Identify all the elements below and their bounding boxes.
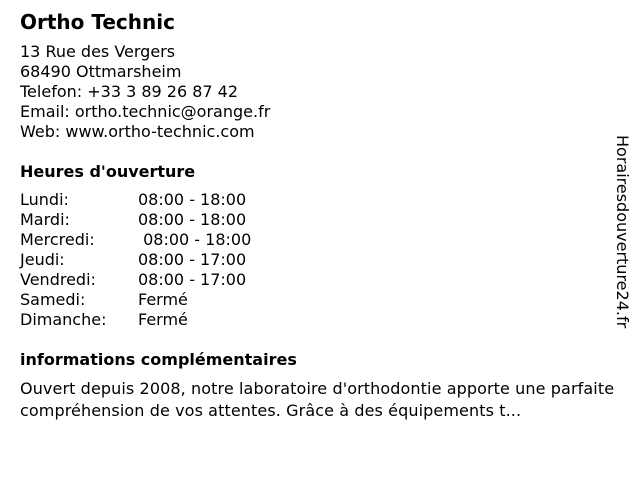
- web-line: Web: www.ortho-technic.com: [20, 122, 255, 141]
- opening-hours-table: [20, 190, 610, 330]
- hours-day: Mardi:: [20, 210, 70, 229]
- hours-row-monday: [20, 190, 610, 210]
- opening-hours-heading: Heures d'ouverture: [20, 162, 196, 181]
- email-line: Email: ortho.technic@orange.fr: [20, 102, 271, 121]
- address-line-2: 68490 Ottmarsheim: [20, 62, 182, 81]
- hours-row-friday: [20, 270, 610, 290]
- hours-day: Mercredi:: [20, 230, 95, 249]
- hours-time: 08:00 - 18:00: [138, 190, 247, 209]
- additional-info-text: Ouvert depuis 2008, notre laboratoire d'orthodontie apporte une parfaite compréhension de vos attentes. Grâce à des équipements t...: [20, 379, 615, 420]
- business-name: Ortho Technic: [20, 10, 175, 34]
- address-line-1: 13 Rue des Vergers: [20, 42, 176, 61]
- business-card: [20, 10, 615, 422]
- hours-time: 08:00 - 18:00: [138, 230, 252, 249]
- additional-info-heading: informations complémentaires: [20, 350, 297, 369]
- hours-time: Fermé: [138, 290, 188, 309]
- phone-line: Telefon: +33 3 89 26 87 42: [20, 82, 239, 101]
- hours-time: Fermé: [138, 310, 188, 329]
- hours-day: Lundi:: [20, 190, 69, 209]
- hours-day: Dimanche:: [20, 310, 107, 329]
- hours-day: Vendredi:: [20, 270, 96, 289]
- hours-day: Samedi:: [20, 290, 86, 309]
- hours-row-sunday: [20, 310, 610, 330]
- hours-time: 08:00 - 18:00: [138, 210, 247, 229]
- hours-row-saturday: [20, 290, 610, 310]
- hours-time: 08:00 - 17:00: [138, 250, 247, 269]
- hours-row-tuesday: [20, 210, 610, 230]
- hours-day: Jeudi:: [20, 250, 65, 269]
- hours-row-wednesday: [20, 230, 610, 250]
- hours-time: 08:00 - 17:00: [138, 270, 247, 289]
- site-watermark: Horairesdouverture24.fr: [613, 135, 632, 329]
- hours-row-thursday: [20, 250, 610, 270]
